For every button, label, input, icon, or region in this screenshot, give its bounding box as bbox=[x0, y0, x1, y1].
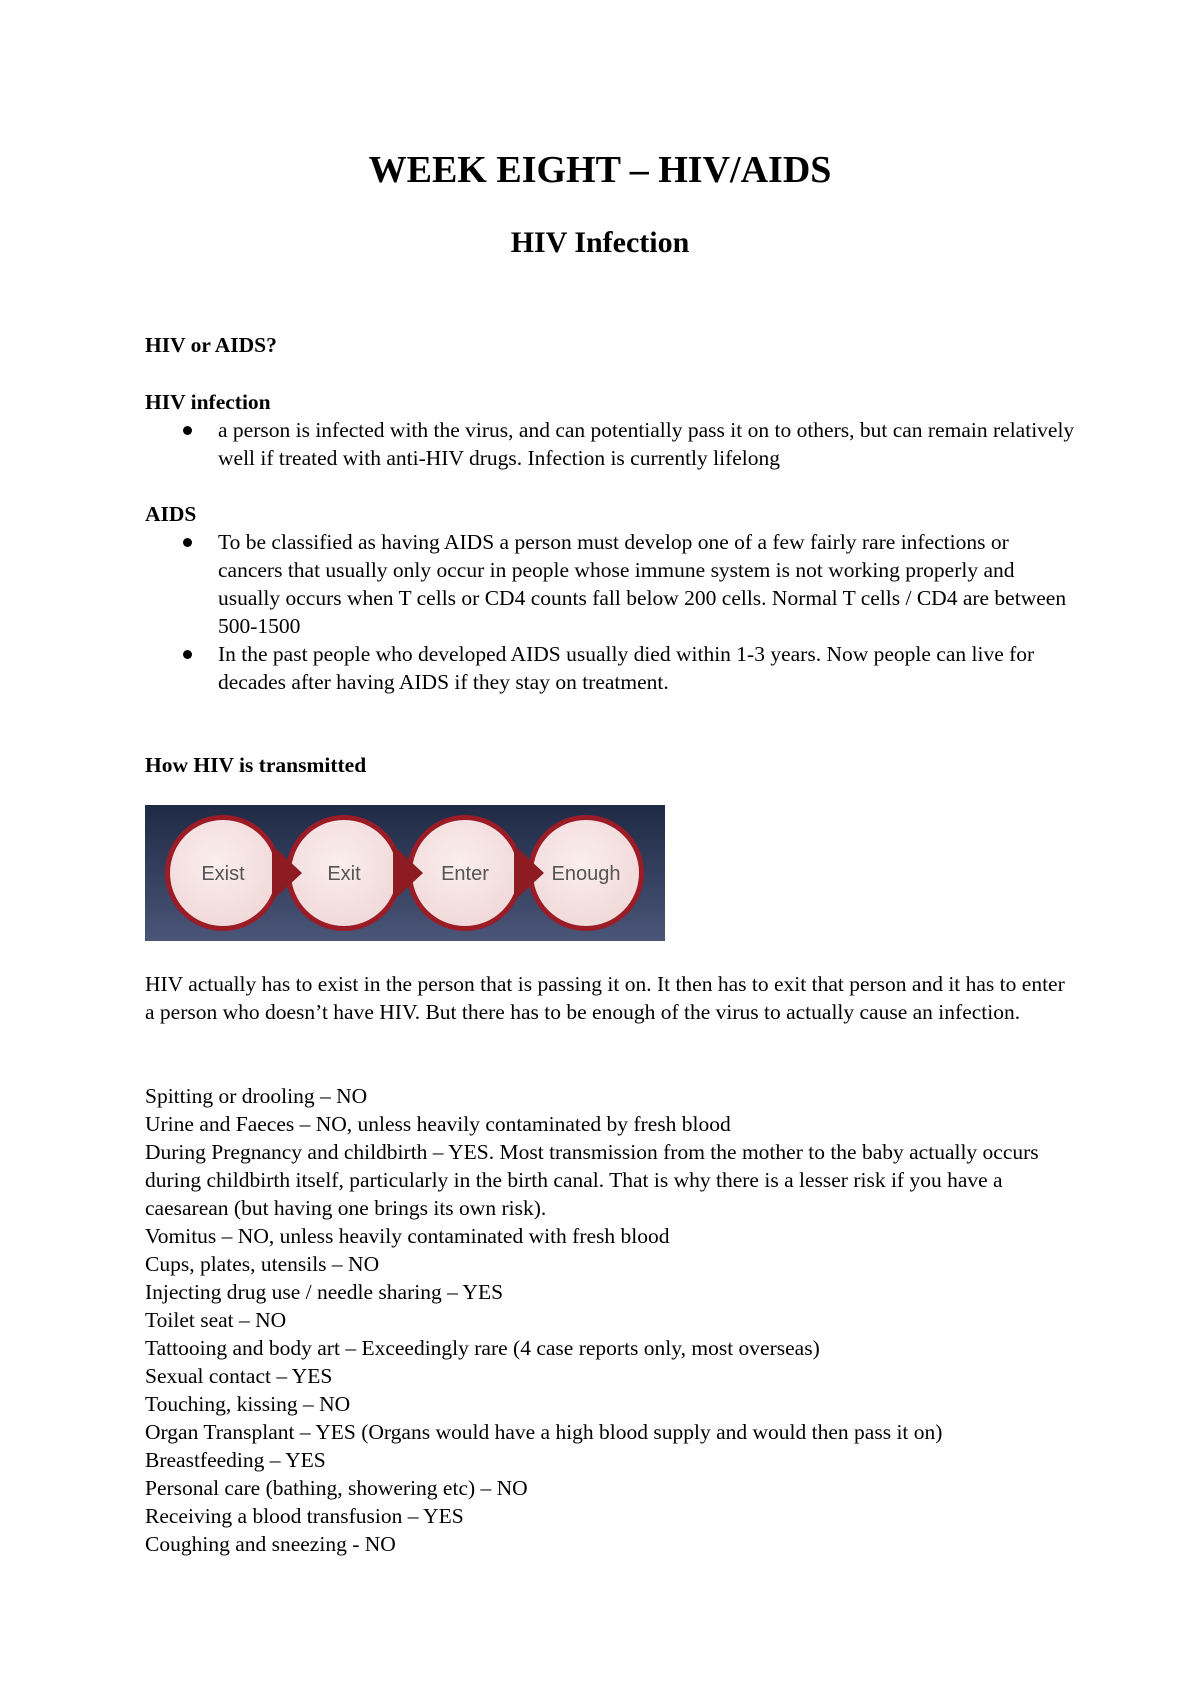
transmission-diagram-svg bbox=[145, 805, 665, 941]
transmission-routes-list bbox=[145, 1082, 1075, 1558]
step-label: Enough bbox=[551, 863, 621, 885]
transmission-route-item: Personal care (bathing, showering etc) – NO bbox=[145, 1476, 528, 1500]
transmission-route-item: Breastfeeding – YES bbox=[145, 1448, 326, 1472]
transmission-route-item: Spitting or drooling – NO bbox=[145, 1084, 368, 1108]
step-label: Exit bbox=[327, 863, 361, 885]
bullet-text: In the past people who developed AIDS usually died within 1-3 years. Now people can live for decades after having AIDS if they stay on treatment. bbox=[218, 642, 1035, 694]
heading-aids: AIDS bbox=[145, 502, 197, 526]
transmission-route-item: Vomitus – NO, unless heavily contaminated with fresh blood bbox=[145, 1224, 670, 1248]
bullet-text: a person is infected with the virus, and can potentially pass it on to others, but can remain relatively well if treated with anti-HIV drugs. Infection is currently lifelong bbox=[218, 418, 1075, 470]
aids-list bbox=[145, 528, 1075, 696]
section-heading-transmission: How HIV is transmitted bbox=[145, 753, 367, 777]
section-heading-hiv-or-aids: HIV or AIDS? bbox=[145, 333, 277, 357]
list-item bbox=[145, 416, 1075, 472]
list-item bbox=[145, 528, 1075, 640]
transmission-route-item: Injecting drug use / needle sharing – YES bbox=[145, 1280, 504, 1304]
list-item bbox=[145, 640, 1075, 696]
transmission-route-item: Receiving a blood transfusion – YES bbox=[145, 1504, 464, 1528]
heading-hiv-infection: HIV infection bbox=[145, 390, 271, 414]
hiv-infection-list bbox=[145, 416, 1075, 472]
step-label: Enter bbox=[441, 863, 489, 885]
step-label: Exist bbox=[201, 863, 245, 885]
transmission-diagram bbox=[145, 805, 665, 941]
transmission-route-item: Sexual contact – YES bbox=[145, 1364, 333, 1388]
bullet-icon bbox=[183, 426, 192, 435]
bullet-icon bbox=[183, 650, 192, 659]
transmission-route-item: During Pregnancy and childbirth – YES. Most transmission from the mother to the baby actually occurs during childbirth itself, particularly in the birth canal. That is why there is a lesser risk if you have a caesarean (but having one brings its own risk). bbox=[145, 1140, 1039, 1220]
transmission-route-item: Urine and Faeces – NO, unless heavily contaminated by fresh blood bbox=[145, 1112, 731, 1136]
transmission-route-item: Tattooing and body art – Exceedingly rare (4 case reports only, most overseas) bbox=[145, 1336, 820, 1360]
transmission-route-item: Organ Transplant – YES (Organs would have a high blood supply and would then pass it on) bbox=[145, 1420, 943, 1444]
page-title: WEEK EIGHT – HIV/AIDS bbox=[368, 149, 832, 191]
page-subtitle: HIV Infection bbox=[510, 226, 690, 259]
transmission-explanation: HIV actually has to exist in the person that is passing it on. It then has to exit that person and it has to enter a person who doesn’t have HIV. But there has to be enough of the virus to actually cause an infection. bbox=[145, 972, 1065, 1024]
bullet-icon bbox=[183, 538, 192, 547]
transmission-route-item: Toilet seat – NO bbox=[145, 1308, 287, 1332]
transmission-route-item: Cups, plates, utensils – NO bbox=[145, 1252, 380, 1276]
transmission-route-item: Touching, kissing – NO bbox=[145, 1392, 351, 1416]
bullet-text: To be classified as having AIDS a person must develop one of a few fairly rare infections or cancers that usually only occur in people whose immune system is not working properly and usually occurs when T cells or CD4 counts fall below 200 cells. Normal T cells / CD4 are between 500-1500 bbox=[218, 530, 1067, 638]
transmission-route-item: Coughing and sneezing - NO bbox=[145, 1532, 396, 1556]
